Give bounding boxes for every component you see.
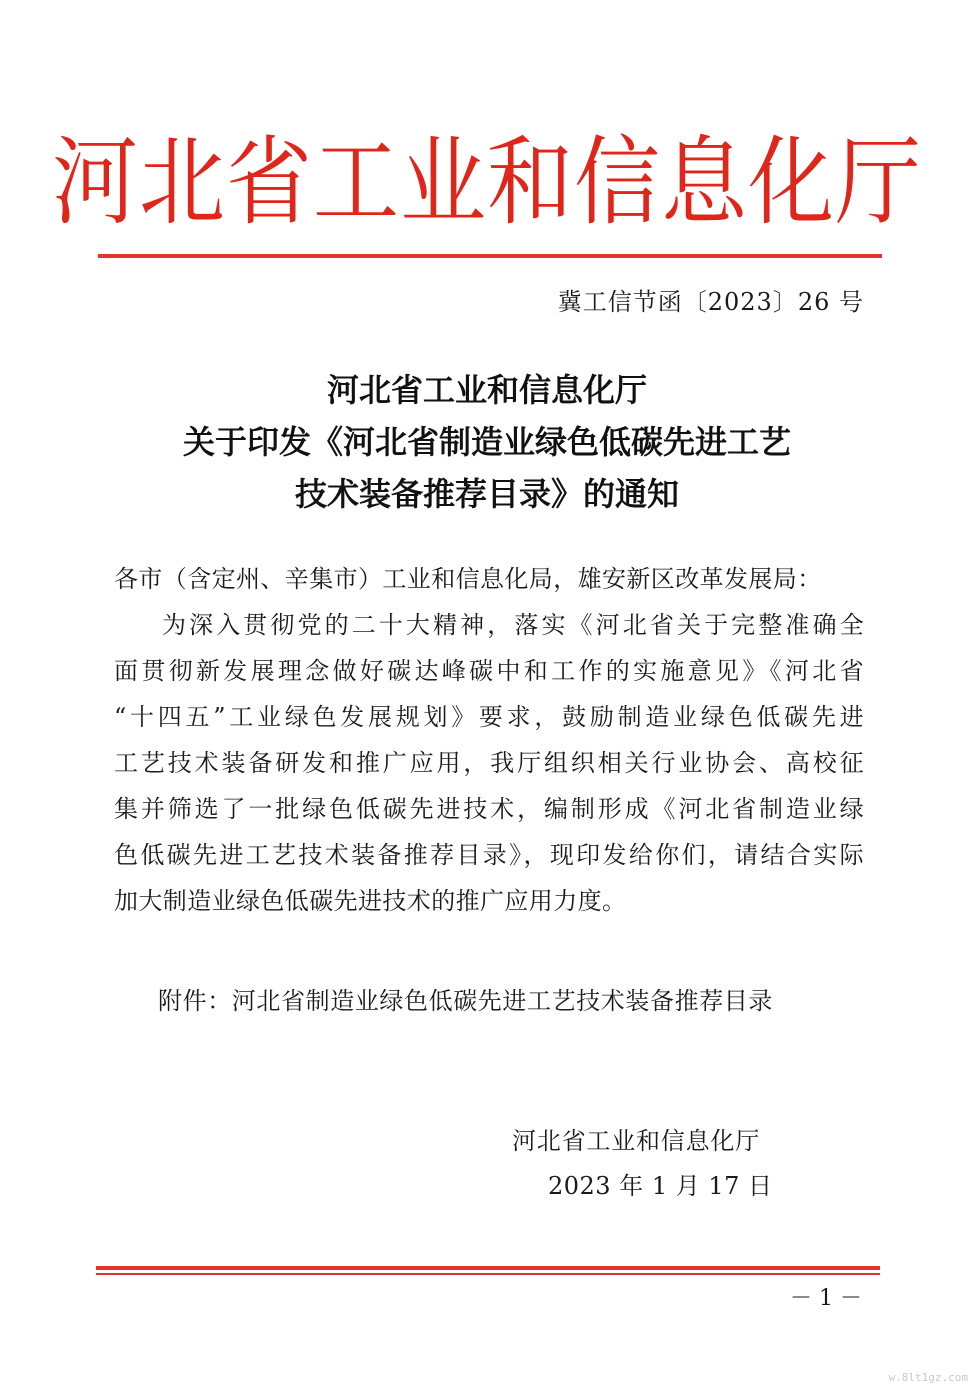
signature-date: 2023 年 1 月 17 日 <box>548 1172 773 1200</box>
site-watermark: w.8lt1gz.com <box>888 1371 968 1384</box>
body-line-5: 集并筛选了一批绿色低碳先进技术，编制形成《河北省制造业绿 <box>114 795 864 823</box>
heading-line-2: 关于印发《河北省制造业绿色低碳先进工艺 <box>182 423 791 461</box>
notice-body <box>114 556 864 924</box>
body-line-7: 加大制造业绿色低碳先进技术的推广应用力度。 <box>114 887 627 915</box>
attachment-line: 附件：河北省制造业绿色低碳先进工艺技术装备推荐目录 <box>158 987 773 1015</box>
salutation: 各市（含定州、辛集市）工业和信息化局，雄安新区改革发展局： <box>114 565 822 593</box>
signature-issuer: 河北省工业和信息化厅 <box>512 1127 760 1155</box>
page-number: － 1 － <box>790 1286 862 1311</box>
heading-line-3: 技术装备推荐目录》的通知 <box>294 475 679 513</box>
document-number: 冀工信节函〔2023〕26 号 <box>557 288 864 316</box>
footer-red-rule-top <box>96 1266 880 1270</box>
body-line-4: 工艺技术装备研发和推广应用，我厅组织相关行业协会、高校征 <box>114 749 864 777</box>
body-line-6: 色低碳先进工艺技术装备推荐目录》，现印发给你们，请结合实际 <box>114 841 864 869</box>
body-line-3: “十四五”工业绿色发展规划》要求，鼓励制造业绿色低碳先进 <box>114 703 864 731</box>
notice-heading <box>0 364 974 520</box>
body-line-1: 为深入贯彻党的二十大精神，落实《河北省关于完整准确全 <box>162 611 864 639</box>
heading-line-1: 河北省工业和信息化厅 <box>326 371 647 409</box>
letterhead-red-rule <box>98 254 882 258</box>
body-line-2: 面贯彻新发展理念做好碳达峰碳中和工作的实施意见》《河北省 <box>114 657 864 685</box>
letterhead-agency-title: 河北省工业和信息化厅 <box>52 127 922 239</box>
footer-red-rule-bottom <box>96 1273 880 1275</box>
